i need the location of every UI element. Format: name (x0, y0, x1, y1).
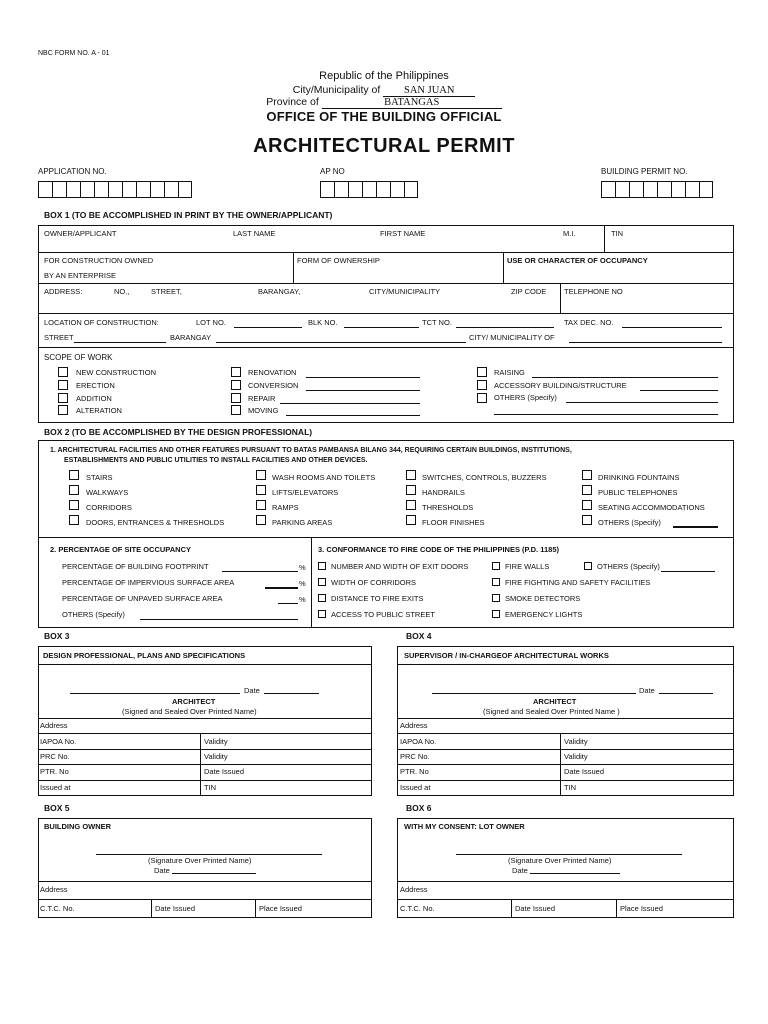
scope-repair-checkbox[interactable] (231, 393, 241, 403)
fac-fountains-checkbox[interactable] (582, 470, 592, 480)
box6-label: BOX 6 (406, 803, 432, 813)
tax-dec-field[interactable] (622, 327, 722, 328)
fire-others-field[interactable] (661, 571, 715, 572)
box6-place-issued-label: Place Issued (620, 904, 663, 913)
fac-handrails-label: HANDRAILS (422, 488, 465, 497)
fac-switches-label: SWITCHES, CONTROLS, BUZZERS (422, 473, 547, 482)
fire-corridors-checkbox[interactable] (318, 578, 326, 586)
box3-prc-label: PRC No. (40, 752, 70, 761)
box6-date-label: Date (512, 866, 528, 875)
use-occupancy-label: USE OR CHARACTER OF OCCUPANCY (507, 256, 648, 265)
box3-label: BOX 3 (44, 631, 70, 641)
fac-telephones-label: PUBLIC TELEPHONES (598, 488, 678, 497)
republic-heading: Republic of the Philippines (319, 70, 449, 82)
lot-no-label: LOT NO. (196, 318, 226, 327)
fac-floor-finishes-label: FLOOR FINISHES (422, 518, 485, 527)
zip-code-label: ZIP CODE (511, 287, 547, 296)
building-permit-no-label: BUILDING PERMIT NO. (601, 167, 688, 176)
box3-signed: (Signed and Sealed Over Printed Name) (122, 707, 257, 716)
scope-erection-label: ERECTION (76, 381, 115, 390)
scope-renovation-label: RENOVATION (248, 368, 297, 377)
box1-title: BOX 1 (TO BE ACCOMPLISHED IN PRINT BY THE OWNER/APPLICANT) (44, 210, 333, 220)
address-city-label: CITY/MUNICIPALITY (369, 287, 441, 296)
fac-lifts-checkbox[interactable] (256, 485, 266, 495)
scope-moving-checkbox[interactable] (231, 405, 241, 415)
box6-title: WITH MY CONSENT: LOT OWNER (404, 822, 525, 831)
fac-parking-label: PARKING AREAS (272, 518, 333, 527)
box3-ptr-label: PTR. No (40, 767, 69, 776)
box4-validity2-label: Validity (564, 752, 588, 761)
box2-item2: 2. PERCENTAGE OF SITE OCCUPANCY (50, 545, 191, 554)
scope-others-field[interactable] (566, 402, 718, 403)
box4-date-field[interactable] (659, 693, 713, 694)
address-barangay-label: BARANGAY, (258, 287, 301, 296)
box4-label: BOX 4 (406, 631, 432, 641)
scope-accessory-label: ACCESSORY BUILDING/STRUCTURE (494, 381, 627, 390)
fire-others-label: OTHERS (Specify) (597, 562, 660, 571)
tct-no-field[interactable] (456, 327, 554, 328)
box3-signature-field[interactable] (70, 693, 240, 694)
box6-signature-field[interactable] (456, 854, 682, 855)
fac-washrooms-label: WASH ROOMS AND TOILETS (272, 473, 376, 482)
box5-date-issued-label: Date Issued (155, 904, 196, 913)
fire-lights-label: EMERGENCY LIGHTS (505, 610, 583, 619)
box6-signature-label: (Signature Over Printed Name) (508, 856, 612, 865)
scope-others-label: OTHERS (Specify) (494, 393, 557, 402)
fac-corridors-label: CORRIDORS (86, 503, 132, 512)
province-line: Province of BATANGAS (0, 96, 768, 109)
street-label: STREET (44, 333, 74, 342)
scope-others-field-2[interactable] (494, 414, 718, 415)
scope-raising-checkbox[interactable] (477, 367, 487, 377)
box5-label: BOX 5 (44, 803, 70, 813)
fire-exit-doors-label: NUMBER AND WIDTH OF EXIT DOORS (331, 562, 469, 571)
city-field[interactable]: SAN JUAN (383, 85, 475, 97)
box4-signature-field[interactable] (432, 693, 636, 694)
box2-item3: 3. CONFORMANCE TO FIRE CODE OF THE PHILIPPINES (P.D. 1185) (318, 545, 560, 554)
tax-dec-label: TAX DEC. NO. (564, 318, 614, 327)
pct-sign: % (299, 563, 306, 572)
box5-date-label: Date (154, 866, 170, 875)
pct-footprint-label: PERCENTAGE OF BUILDING FOOTPRINT (62, 562, 209, 571)
fac-ramps-checkbox[interactable] (256, 500, 266, 510)
fac-stairs-label: STAIRS (86, 473, 113, 482)
box3-date-issued-label: Date Issued (204, 767, 245, 776)
scope-others-checkbox[interactable] (477, 393, 487, 403)
fac-parking-checkbox[interactable] (256, 515, 266, 525)
fac-others-field[interactable] (673, 526, 718, 528)
box4-signed: (Signed and Sealed Over Printed Name ) (483, 707, 620, 716)
scope-alteration-label: ALTERATION (76, 406, 122, 415)
fac-doors-label: DOORS, ENTRANCES & THRESHOLDS (86, 518, 225, 527)
province-field[interactable]: BATANGAS (322, 97, 502, 109)
scope-conversion-checkbox[interactable] (231, 380, 241, 390)
fac-handrails-checkbox[interactable] (406, 485, 416, 495)
box5-signature-field[interactable] (96, 854, 322, 855)
box5-date-field[interactable] (172, 873, 256, 874)
application-no-input[interactable] (38, 181, 192, 198)
fire-access-checkbox[interactable] (318, 610, 326, 618)
box4-title: SUPERVISOR / IN-CHARGEOF ARCHITECTURAL WORKS (404, 651, 609, 660)
scope-new-construction-checkbox[interactable] (58, 367, 68, 377)
construction-owned-label: FOR CONSTRUCTION OWNED (44, 256, 154, 265)
scope-conversion-label: CONVERSION (248, 381, 299, 390)
fac-thresholds-label: THRESHOLDS (422, 503, 474, 512)
blk-no-label: BLK NO. (308, 318, 338, 327)
box3-tin-label: TIN (204, 783, 217, 792)
first-name-label: FIRST NAME (380, 229, 426, 238)
last-name-label: LAST NAME (233, 229, 276, 238)
fire-distance-checkbox[interactable] (318, 594, 326, 602)
box5-signature-label: (Signature Over Printed Name) (148, 856, 252, 865)
barangay-label: BARANGAY (170, 333, 212, 342)
box4-date-label: Date (639, 686, 655, 695)
fac-ramps-label: RAMPS (272, 503, 299, 512)
box6-address-label: Address (400, 885, 428, 894)
barangay-field[interactable] (216, 342, 466, 343)
tct-no-label: TCT NO. (422, 318, 452, 327)
fire-fighting-checkbox[interactable] (492, 578, 500, 586)
box6-date-issued-label: Date Issued (515, 904, 556, 913)
scope-moving-label: MOVING (248, 406, 279, 415)
accessory-field[interactable] (640, 390, 718, 391)
address-street-label: STREET, (151, 287, 182, 296)
by-enterprise-label: BY AN ENTERPRISE (44, 271, 116, 280)
conversion-field[interactable] (306, 390, 420, 391)
box2-item1-line2: ESTABLISHMENTS AND PUBLIC UTILITIES TO INSTALL FACILITIES AND OTHER DEVICES. (64, 457, 368, 464)
fire-exit-doors-checkbox[interactable] (318, 562, 326, 570)
box6-ctc-label: C.T.C. No. (400, 904, 435, 913)
scope-new-construction-label: NEW CONSTRUCTION (76, 368, 156, 377)
pct-footprint-field[interactable] (222, 571, 298, 572)
scope-of-work-label: SCOPE OF WORK (44, 353, 113, 362)
street-field[interactable] (74, 342, 166, 343)
form-ownership-label: FORM OF OWNERSHIP (297, 256, 380, 265)
pct-unpaved-label: PERCENTAGE OF UNPAVED SURFACE AREA (62, 594, 223, 603)
building-permit-no-input[interactable] (601, 181, 713, 198)
scope-repair-label: REPAIR (248, 394, 276, 403)
raising-field[interactable] (532, 377, 718, 378)
scope-addition-label: ADDITION (76, 394, 112, 403)
pct-sign: % (299, 579, 306, 588)
city-line: City/Municipality of SAN JUAN (0, 84, 768, 97)
moving-field[interactable] (286, 415, 420, 416)
box5-title: BUILDING OWNER (44, 822, 112, 831)
ap-no-label: AP NO (320, 167, 345, 176)
box5-address-label: Address (40, 885, 68, 894)
lot-no-field[interactable] (234, 327, 302, 328)
address-label: ADDRESS: (44, 287, 83, 296)
fire-lights-checkbox[interactable] (492, 610, 500, 618)
fac-others-label: OTHERS (Specify) (598, 518, 661, 527)
fire-walls-checkbox[interactable] (492, 562, 500, 570)
box2-title: BOX 2 (TO BE ACCOMPLISHED BY THE DESIGN PROFESSIONAL) (44, 427, 313, 437)
box3-date-label: Date (244, 686, 260, 695)
fire-fighting-label: FIRE FIGHTING AND SAFETY FACILITIES (505, 578, 651, 587)
box3-address-label: Address (40, 721, 68, 730)
box4-date-issued-label: Date Issued (564, 767, 605, 776)
scope-renovation-checkbox[interactable] (231, 367, 241, 377)
box3-issued-at-label: Issued at (40, 783, 71, 792)
fac-floor-finishes-checkbox[interactable] (406, 515, 416, 525)
fire-distance-label: DISTANCE TO FIRE EXITS (331, 594, 424, 603)
box6-frame (397, 818, 734, 918)
box3-title: DESIGN PROFESSIONAL, PLANS AND SPECIFICATIONS (43, 651, 246, 660)
renovation-field[interactable] (306, 377, 420, 378)
fac-others-checkbox[interactable] (582, 515, 592, 525)
box3-iapoa-label: IAPOA No. (40, 737, 77, 746)
fac-seating-checkbox[interactable] (582, 500, 592, 510)
fac-stairs-checkbox[interactable] (69, 470, 79, 480)
scope-alteration-checkbox[interactable] (58, 405, 68, 415)
fire-corridors-label: WIDTH OF CORRIDORS (331, 578, 416, 587)
scope-erection-checkbox[interactable] (58, 380, 68, 390)
box3-date-field[interactable] (264, 693, 319, 694)
mi-label: M.I. (563, 229, 576, 238)
box3-validity-label: Validity (204, 737, 228, 746)
fac-doors-checkbox[interactable] (69, 515, 79, 525)
box4-architect: ARCHITECT (533, 697, 577, 706)
blk-no-field[interactable] (344, 327, 419, 328)
owner-label: OWNER/APPLICANT (44, 229, 117, 238)
application-no-label: APPLICATION NO. (38, 167, 107, 176)
page-title: ARCHITECTURAL PERMIT (253, 135, 515, 157)
scope-addition-checkbox[interactable] (58, 393, 68, 403)
box4-iapoa-label: IAPOA No. (400, 737, 437, 746)
fire-others-checkbox[interactable] (584, 562, 592, 570)
fire-walls-label: FIRE WALLS (505, 562, 550, 571)
fire-smoke-label: SMOKE DETECTORS (505, 594, 581, 603)
box4-ptr-label: PTR. No (400, 767, 429, 776)
box6-date-field[interactable] (530, 873, 620, 874)
pct-impervious-label: PERCENTAGE OF IMPERVIOUS SURFACE AREA (62, 578, 235, 587)
telephone-label: TELEPHONE NO (564, 287, 623, 296)
fac-switches-checkbox[interactable] (406, 470, 416, 480)
repair-field[interactable] (280, 403, 420, 404)
city-label: CITY/ MUNICIPALITY OF (469, 333, 555, 342)
fire-access-label: ACCESS TO PUBLIC STREET (331, 610, 435, 619)
fac-telephones-checkbox[interactable] (582, 485, 592, 495)
pct-unpaved-field[interactable] (278, 603, 298, 604)
pct-others-field[interactable] (140, 619, 298, 620)
box5-ctc-label: C.T.C. No. (40, 904, 75, 913)
box5-place-issued-label: Place Issued (259, 904, 302, 913)
fac-fountains-label: DRINKING FOUNTAINS (598, 473, 680, 482)
tin-label: TIN (611, 229, 624, 238)
form-number: NBC FORM NO. A - 01 (38, 50, 110, 57)
city-field-location[interactable] (569, 342, 722, 343)
fac-seating-label: SEATING ACCOMMODATIONS (598, 503, 705, 512)
box3-architect: ARCHITECT (172, 697, 216, 706)
fac-corridors-checkbox[interactable] (69, 500, 79, 510)
box4-address-label: Address (400, 721, 428, 730)
fac-walkways-label: WALKWAYS (86, 488, 129, 497)
pct-impervious-field[interactable] (265, 587, 298, 589)
fac-walkways-checkbox[interactable] (69, 485, 79, 495)
ap-no-input[interactable] (320, 181, 418, 198)
pct-others-label: OTHERS (Specify) (62, 610, 125, 619)
box4-prc-label: PRC No. (400, 752, 430, 761)
box4-validity-label: Validity (564, 737, 588, 746)
box2-item1-line1: 1. ARCHITECTURAL FACILITIES AND OTHER FEATURES PURSUANT TO BATAS PAMBANSA BILANG 344, REQUIRING CERTAIN BUILDINGS, INSTITUTIONS, (50, 447, 572, 454)
office-heading: OFFICE OF THE BUILDING OFFICIAL (266, 109, 502, 124)
fac-lifts-label: LIFTS/ELEVATORS (272, 488, 339, 497)
location-label: LOCATION OF CONSTRUCTION: (44, 318, 159, 327)
box5-frame (38, 818, 372, 918)
address-no-label: NO., (114, 287, 130, 296)
pct-sign: % (299, 595, 306, 604)
fac-thresholds-checkbox[interactable] (406, 500, 416, 510)
scope-accessory-checkbox[interactable] (477, 380, 487, 390)
box4-issued-at-label: Issued at (400, 783, 431, 792)
fire-smoke-checkbox[interactable] (492, 594, 500, 602)
fac-washrooms-checkbox[interactable] (256, 470, 266, 480)
box4-tin-label: TIN (564, 783, 577, 792)
box3-validity2-label: Validity (204, 752, 228, 761)
scope-raising-label: RAISING (494, 368, 525, 377)
